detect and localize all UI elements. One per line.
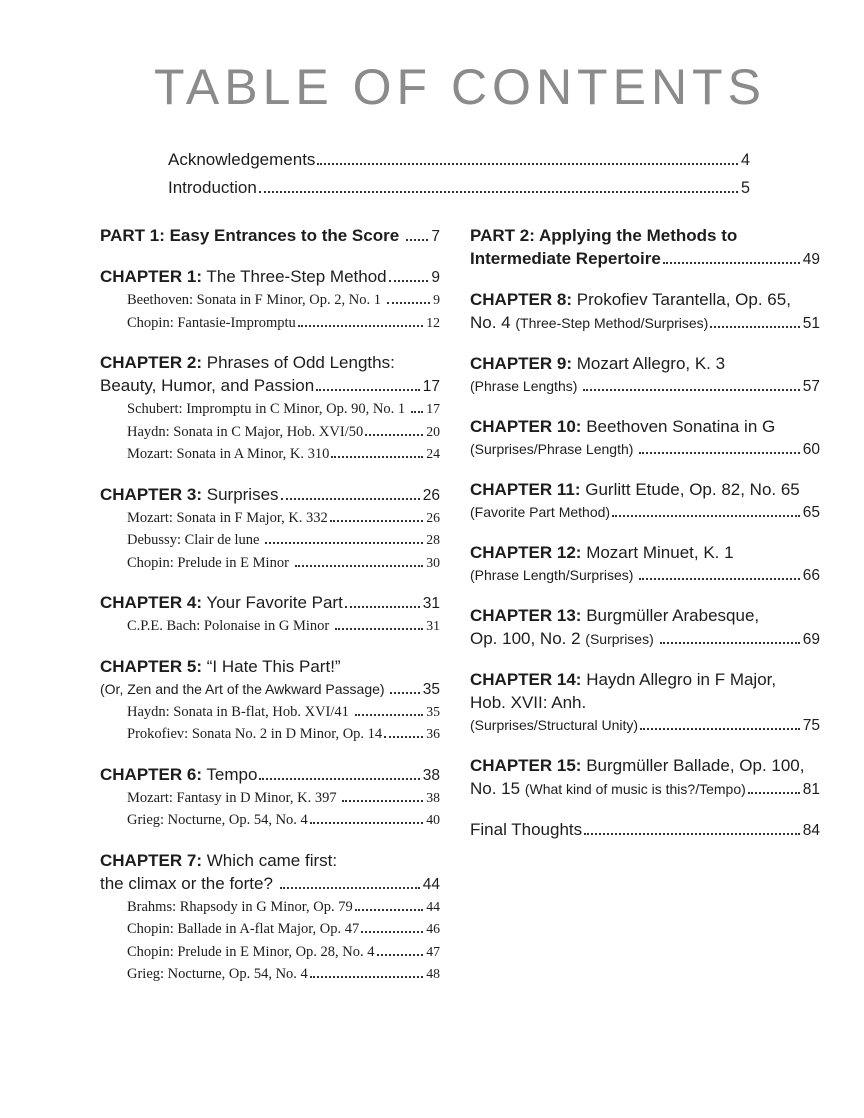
dot-leader (295, 565, 424, 567)
toc-text: Intermediate Repertoire (470, 249, 661, 268)
toc-line (470, 604, 820, 627)
toc-text: No. 15 (470, 779, 525, 798)
toc-text: Beauty, Humor, and Passion (100, 376, 315, 395)
toc-text: Chopin: Fantasie-Impromptu (127, 314, 296, 331)
toc-line (100, 701, 440, 724)
toc-line (100, 615, 440, 638)
dot-leader (259, 191, 738, 193)
toc-block (100, 265, 440, 334)
toc-line (470, 438, 820, 461)
toc-line (100, 763, 440, 787)
page-number: 9 (433, 292, 440, 307)
page-number: 12 (426, 314, 440, 330)
dot-leader (281, 498, 420, 500)
page-number: 40 (426, 812, 440, 827)
toc-column-left (100, 224, 440, 1003)
toc-text: CHAPTER 2: (100, 353, 203, 372)
toc-columns (100, 224, 820, 1003)
toc-line (100, 507, 440, 530)
toc-line (470, 777, 820, 801)
toc-line (100, 374, 440, 398)
page-number: 28 (426, 532, 440, 547)
toc-line (470, 754, 820, 777)
toc-block (470, 818, 820, 842)
toc-text: Grieg: Nocturne, Op. 54, No. 4 (127, 966, 308, 982)
toc-text: (Surprises/Structural Unity) (470, 717, 639, 733)
toc-line (470, 541, 820, 564)
toc-text: (Surprises/Phrase Length) (470, 441, 638, 457)
toc-block (100, 591, 440, 638)
toc-line (470, 415, 820, 438)
dot-leader (316, 389, 420, 391)
toc-text: Chopin: Prelude in E Minor (127, 554, 293, 571)
toc-line (100, 312, 440, 335)
page-number: 57 (802, 378, 820, 395)
toc-block (470, 224, 820, 271)
dot-leader (406, 239, 428, 241)
page-number: 75 (802, 717, 820, 734)
page-title: TABLE OF CONTENTS (154, 59, 766, 115)
page-number: 69 (802, 631, 820, 648)
page-number: 66 (802, 567, 820, 584)
dot-leader (265, 542, 423, 544)
toc-line (100, 723, 440, 746)
toc-line (100, 591, 440, 615)
toc-text: (Favorite Part Method) (470, 504, 611, 520)
toc-line (470, 352, 820, 375)
page-number: 31 (426, 618, 440, 633)
toc-line (470, 714, 820, 737)
toc-line (100, 941, 440, 964)
toc-text: Your Favorite Part (202, 593, 343, 612)
toc-line (470, 818, 820, 842)
toc-block (470, 352, 820, 398)
dot-leader (317, 163, 738, 165)
page-number: 81 (802, 781, 820, 798)
toc-line (100, 552, 440, 575)
toc-text: (Phrase Length/Surprises) (470, 567, 638, 583)
dot-leader (748, 792, 800, 794)
dot-leader (584, 833, 800, 835)
toc-text: CHAPTER 1: (100, 267, 203, 286)
toc-text: Burgmüller Ballade, Op. 100, (581, 756, 805, 775)
dot-leader (411, 411, 423, 413)
dot-leader (387, 302, 431, 304)
dot-leader (345, 606, 420, 608)
toc-line (100, 918, 440, 941)
toc-text: PART 1: (100, 226, 165, 245)
toc-text: Debussy: Clair de lune (127, 532, 264, 548)
page-number: 20 (426, 423, 440, 439)
toc-line (100, 398, 440, 421)
dot-leader (389, 280, 429, 282)
toc-text: Grieg: Nocturne, Op. 54, No. 4 (127, 812, 308, 828)
toc-line (100, 809, 440, 832)
dot-leader (310, 976, 423, 978)
toc-line (100, 443, 440, 466)
toc-line (100, 351, 440, 374)
toc-text: CHAPTER 8: (470, 290, 573, 309)
page-number: 26 (422, 486, 440, 504)
toc-line (100, 849, 440, 872)
page-number: 9 (431, 269, 440, 286)
front-matter-entry (168, 174, 750, 202)
dot-leader (384, 736, 423, 738)
toc-line (470, 247, 820, 271)
toc-text: Which came first: (202, 850, 338, 870)
toc-text: Final Thoughts (470, 820, 583, 839)
toc-line (100, 421, 440, 444)
front-matter-label: Introduction (168, 178, 257, 197)
toc-block (100, 849, 440, 986)
toc-text: Brahms: Rhapsody in G Minor, Op. 79 (127, 898, 353, 915)
toc-text: CHAPTER 9: (470, 354, 573, 373)
toc-block (470, 604, 820, 651)
toc-text: Haydn Allegro in F Major, (581, 670, 777, 689)
toc-block (100, 224, 440, 248)
page-number: 35 (426, 703, 440, 719)
front-matter-entry (168, 146, 750, 174)
dot-leader (355, 714, 424, 716)
toc-text: Surprises (202, 484, 279, 504)
page-number: 46 (426, 921, 440, 936)
page-number: 84 (802, 822, 820, 839)
dot-leader (639, 578, 799, 580)
page-number: 35 (422, 680, 440, 698)
page-number: 17 (422, 378, 440, 395)
toc-line (470, 288, 820, 311)
toc-text: Beethoven Sonatina in G (581, 417, 776, 436)
toc-text: Chopin: Prelude in E Minor, Op. 28, No. 4 (127, 943, 375, 960)
toc-block (470, 415, 820, 461)
toc-text: CHAPTER 7: (100, 850, 203, 870)
toc-text: (Phrase Lengths) (470, 378, 582, 394)
toc-line (470, 691, 820, 714)
toc-text: Gurlitt Etude, Op. 82, No. 65 (580, 480, 800, 499)
toc-line (470, 224, 820, 247)
page-number: 47 (426, 943, 440, 959)
toc-text: Chopin: Ballade in A-flat Major, Op. 47 (127, 921, 360, 937)
dot-leader (280, 887, 420, 889)
dot-leader (639, 452, 799, 454)
toc-text: Haydn: Sonata in C Major, Hob. XVI/50 (127, 423, 364, 440)
toc-line (100, 529, 440, 552)
toc-text: (Three-Step Method/Surprises) (515, 315, 709, 331)
toc-text: Mozart Minuet, K. 1 (581, 543, 734, 562)
toc-line (100, 872, 440, 896)
page-number: 17 (426, 401, 440, 416)
toc-text: Prokofiev Tarantella, Op. 65, (572, 290, 791, 309)
page-number: 30 (426, 554, 440, 570)
toc-text: Prokofiev: Sonata No. 2 in D Minor, Op. 14 (127, 726, 383, 742)
page-number: 60 (802, 441, 820, 458)
toc-text: Mozart: Sonata in F Major, K. 332 (127, 509, 328, 526)
toc-text: Easy Entrances to the Score (164, 226, 404, 245)
toc-text: “I Hate This Part!” (202, 656, 341, 676)
toc-text: Tempo (202, 764, 258, 784)
toc-line (100, 483, 440, 507)
toc-line (100, 289, 440, 312)
page-number: 65 (802, 504, 820, 521)
dot-leader (361, 931, 423, 933)
toc-line (470, 564, 820, 587)
dot-leader (342, 800, 423, 802)
toc-text: Mozart: Fantasy in D Minor, K. 397 (127, 789, 341, 806)
dot-leader (390, 692, 419, 694)
dot-leader (365, 434, 423, 436)
toc-text: CHAPTER 6: (100, 764, 203, 784)
page-number: 31 (422, 595, 440, 612)
dot-leader (310, 822, 423, 824)
toc-block (100, 483, 440, 575)
toc-text: (Surprises) (585, 631, 658, 647)
page-number: 44 (422, 875, 440, 893)
toc-text: Applying the Methods to (534, 226, 738, 245)
toc-block (100, 351, 440, 466)
page-number: 5 (741, 179, 750, 197)
dot-leader (583, 389, 799, 391)
toc-block (470, 754, 820, 801)
page-number: 48 (426, 966, 440, 981)
toc-line (100, 678, 440, 701)
toc-block (470, 668, 820, 737)
page-number: 36 (426, 726, 440, 741)
toc-block (470, 288, 820, 335)
toc-text: Haydn: Sonata in B-flat, Hob. XVI/41 (127, 703, 353, 720)
toc-block (100, 655, 440, 746)
page-number: 7 (431, 228, 440, 245)
page-number: 49 (802, 251, 820, 268)
dot-leader (710, 326, 799, 328)
dot-leader (377, 954, 424, 956)
toc-text: The Three-Step Method (202, 267, 387, 286)
toc-text: Burgmüller Arabesque, (581, 606, 760, 625)
dot-leader (335, 628, 423, 630)
toc-line (470, 311, 820, 335)
front-matter-section (168, 146, 750, 202)
toc-line (100, 787, 440, 810)
toc-text: Schubert: Impromptu in C Minor, Op. 90, No. 1 (127, 401, 409, 417)
toc-text: Mozart Allegro, K. 3 (572, 354, 726, 373)
page-number: 24 (426, 446, 440, 461)
toc-text: Op. 100, No. 2 (470, 629, 586, 648)
toc-line (470, 627, 820, 651)
toc-line (100, 655, 440, 678)
toc-line (470, 375, 820, 398)
toc-text: Phrases of Odd Lengths: (202, 353, 395, 372)
toc-text: Mozart: Sonata in A Minor, K. 310 (127, 446, 330, 462)
toc-line (100, 224, 440, 248)
dot-leader (259, 778, 419, 780)
toc-text: (Or, Zen and the Art of the Awkward Passage) (100, 680, 389, 697)
page-number: 38 (426, 789, 440, 805)
page-number: 44 (426, 898, 440, 914)
toc-text: the climax or the forte? (100, 873, 278, 893)
toc-text: Beethoven: Sonata in F Minor, Op. 2, No. 1 (127, 292, 385, 308)
toc-text: No. 4 (470, 313, 516, 332)
toc-text: (What kind of music is this?/Tempo) (524, 781, 746, 797)
toc-line (100, 963, 440, 986)
page-number: 38 (422, 766, 440, 784)
toc-text: CHAPTER 15: (470, 756, 582, 775)
toc-text: CHAPTER 13: (470, 606, 582, 625)
dot-leader (660, 642, 800, 644)
dot-leader (330, 520, 423, 522)
toc-text: CHAPTER 11: (470, 480, 581, 499)
dot-leader (663, 262, 800, 264)
toc-block (470, 541, 820, 587)
toc-text: Hob. XVII: Anh. (470, 693, 587, 712)
toc-text: PART 2: (470, 226, 535, 245)
toc-text: C.P.E. Bach: Polonaise in G Minor (127, 618, 333, 634)
dot-leader (355, 909, 423, 911)
page-number: 4 (741, 151, 750, 169)
page-number: 26 (426, 509, 440, 525)
toc-line (470, 501, 820, 524)
dot-leader (331, 456, 423, 458)
toc-text: CHAPTER 3: (100, 484, 203, 504)
toc-text: CHAPTER 10: (470, 417, 582, 436)
front-matter-label: Acknowledgements (168, 150, 316, 169)
toc-text: CHAPTER 14: (470, 670, 582, 689)
toc-line (470, 478, 820, 501)
dot-leader (298, 325, 423, 327)
dot-leader (612, 515, 800, 517)
dot-leader (640, 728, 800, 730)
toc-text: CHAPTER 5: (100, 656, 203, 676)
toc-column-right (470, 224, 820, 1003)
toc-line (100, 896, 440, 919)
toc-text: CHAPTER 4: (100, 593, 203, 612)
toc-block (470, 478, 820, 524)
toc-line (470, 668, 820, 691)
toc-text: CHAPTER 12: (470, 543, 582, 562)
toc-line (100, 265, 440, 289)
page-number: 51 (802, 315, 820, 332)
toc-block (100, 763, 440, 832)
